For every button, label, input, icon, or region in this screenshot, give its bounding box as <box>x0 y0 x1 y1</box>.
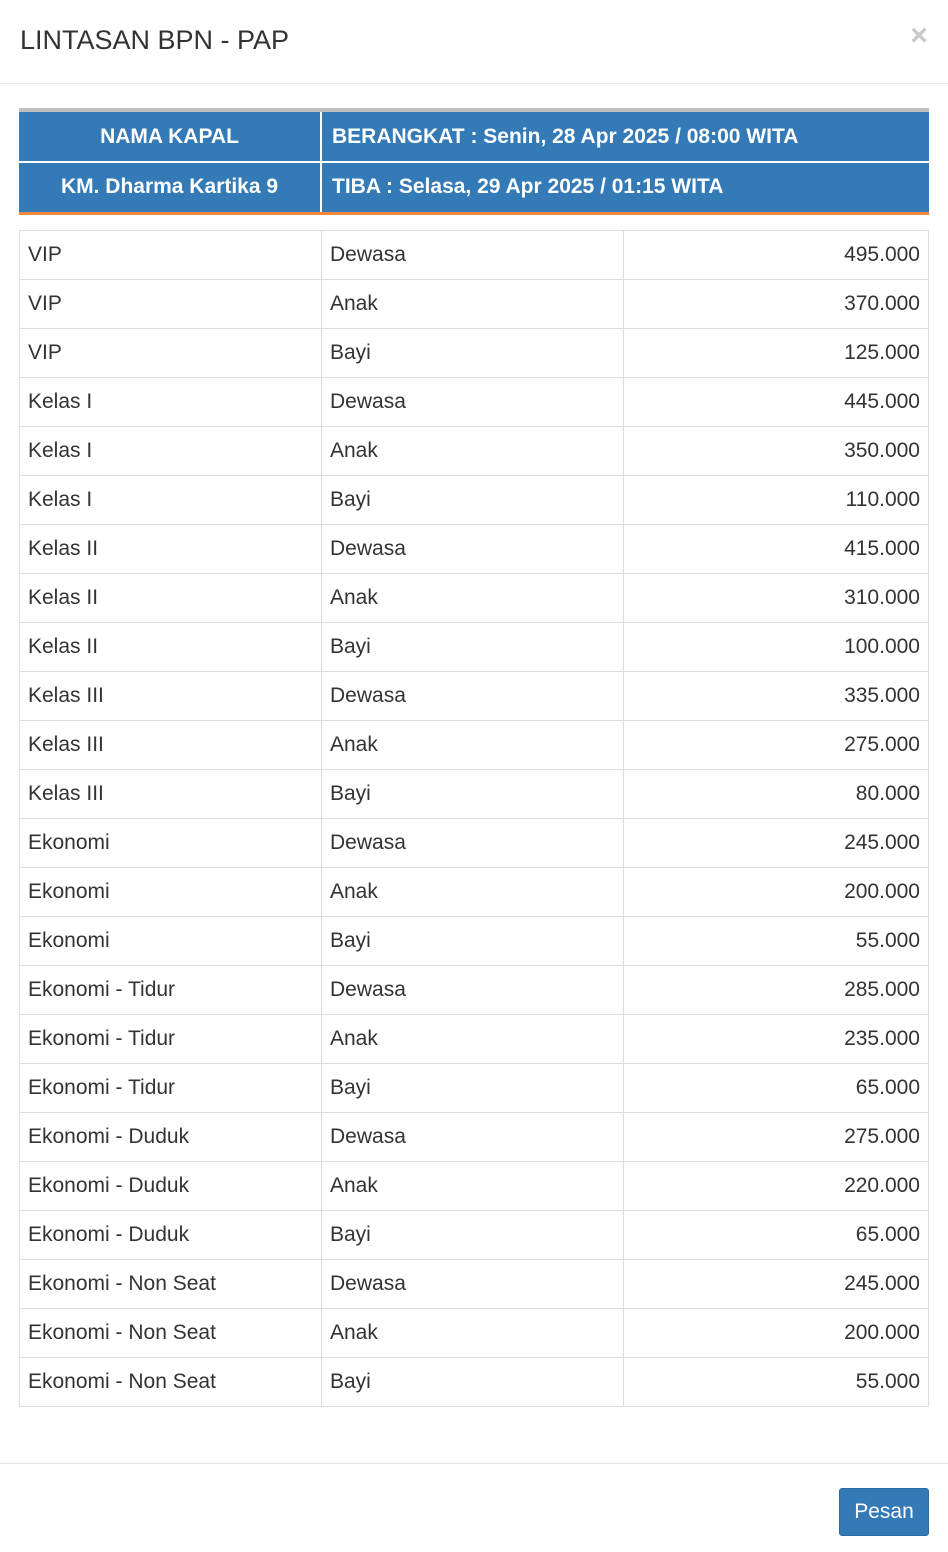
fare-category: Bayi <box>322 329 624 378</box>
fare-price: 445.000 <box>624 378 929 427</box>
schedule-info-table <box>19 108 929 215</box>
fare-class: Ekonomi - Non Seat <box>20 1358 322 1407</box>
fare-price: 245.000 <box>624 1260 929 1309</box>
fare-row <box>20 1064 929 1113</box>
fare-row <box>20 1211 929 1260</box>
fare-row <box>20 280 929 329</box>
fare-row <box>20 476 929 525</box>
fare-row <box>20 721 929 770</box>
fare-price: 100.000 <box>624 623 929 672</box>
fare-price: 235.000 <box>624 1015 929 1064</box>
fare-category: Anak <box>322 280 624 329</box>
fare-row <box>20 427 929 476</box>
fare-price: 65.000 <box>624 1211 929 1260</box>
fare-class: Ekonomi - Tidur <box>20 966 322 1015</box>
schedule-row-departure <box>19 110 929 162</box>
fare-class: Ekonomi - Tidur <box>20 1015 322 1064</box>
fare-class: Kelas I <box>20 427 322 476</box>
fare-row <box>20 917 929 966</box>
fare-category: Dewasa <box>322 378 624 427</box>
fare-price: 285.000 <box>624 966 929 1015</box>
ship-header: NAMA KAPAL <box>19 110 321 162</box>
fare-price: 350.000 <box>624 427 929 476</box>
fare-category: Dewasa <box>322 966 624 1015</box>
fare-category: Anak <box>322 1309 624 1358</box>
fare-row <box>20 1113 929 1162</box>
fare-price: 200.000 <box>624 1309 929 1358</box>
fare-price: 80.000 <box>624 770 929 819</box>
fare-category: Dewasa <box>322 819 624 868</box>
fare-row <box>20 1309 929 1358</box>
fare-category: Anak <box>322 1015 624 1064</box>
fare-row <box>20 525 929 574</box>
fare-category: Bayi <box>322 1211 624 1260</box>
fare-category: Anak <box>322 1162 624 1211</box>
fare-class: Kelas I <box>20 476 322 525</box>
fare-class: Ekonomi - Duduk <box>20 1113 322 1162</box>
fare-row <box>20 819 929 868</box>
fare-category: Bayi <box>322 1358 624 1407</box>
fare-price: 125.000 <box>624 329 929 378</box>
fare-price: 415.000 <box>624 525 929 574</box>
schedule-row-arrival <box>19 162 929 213</box>
fare-price: 275.000 <box>624 1113 929 1162</box>
arrival-info: TIBA : Selasa, 29 Apr 2025 / 01:15 WITA <box>321 162 929 213</box>
fare-price: 310.000 <box>624 574 929 623</box>
fare-row <box>20 966 929 1015</box>
fare-class: Ekonomi - Tidur <box>20 1064 322 1113</box>
fare-category: Anak <box>322 868 624 917</box>
fare-category: Bayi <box>322 770 624 819</box>
fare-row <box>20 231 929 280</box>
fare-class: VIP <box>20 231 322 280</box>
fare-row <box>20 1162 929 1211</box>
modal-header <box>0 0 948 84</box>
fare-category: Anak <box>322 721 624 770</box>
modal-title: LINTASAN BPN - PAP <box>20 25 290 55</box>
fare-class: Kelas II <box>20 574 322 623</box>
fare-class: Ekonomi <box>20 819 322 868</box>
fare-class: Ekonomi <box>20 868 322 917</box>
fare-row <box>20 1015 929 1064</box>
fare-class: Kelas III <box>20 672 322 721</box>
fare-category: Bayi <box>322 623 624 672</box>
fare-price: 55.000 <box>624 917 929 966</box>
fare-class: Ekonomi - Duduk <box>20 1211 322 1260</box>
fare-class: Ekonomi - Non Seat <box>20 1309 322 1358</box>
fare-category: Anak <box>322 427 624 476</box>
fare-price: 335.000 <box>624 672 929 721</box>
fare-class: Kelas III <box>20 721 322 770</box>
fare-class: Kelas III <box>20 770 322 819</box>
close-icon[interactable]: × <box>910 19 928 52</box>
fare-price: 110.000 <box>624 476 929 525</box>
fare-table <box>19 230 929 1407</box>
fare-row <box>20 672 929 721</box>
fare-category: Anak <box>322 574 624 623</box>
fare-price: 55.000 <box>624 1358 929 1407</box>
fare-category: Dewasa <box>322 231 624 280</box>
fare-price: 220.000 <box>624 1162 929 1211</box>
fare-class: VIP <box>20 329 322 378</box>
fare-row <box>20 623 929 672</box>
fare-row <box>20 574 929 623</box>
fare-row <box>20 1260 929 1309</box>
fare-row <box>20 770 929 819</box>
fare-row <box>20 378 929 427</box>
fare-category: Dewasa <box>322 1113 624 1162</box>
fare-class: VIP <box>20 280 322 329</box>
fare-category: Dewasa <box>322 1260 624 1309</box>
fare-class: Ekonomi - Non Seat <box>20 1260 322 1309</box>
order-button[interactable]: Pesan <box>839 1488 929 1536</box>
fare-price: 200.000 <box>624 868 929 917</box>
modal-footer-divider <box>0 1463 948 1464</box>
fare-category: Dewasa <box>322 672 624 721</box>
fare-class: Kelas II <box>20 525 322 574</box>
fare-row <box>20 868 929 917</box>
fare-price: 370.000 <box>624 280 929 329</box>
fare-category: Bayi <box>322 476 624 525</box>
ship-name: KM. Dharma Kartika 9 <box>19 162 321 213</box>
fare-class: Kelas II <box>20 623 322 672</box>
fare-row <box>20 329 929 378</box>
fare-class: Kelas I <box>20 378 322 427</box>
fare-class: Ekonomi <box>20 917 322 966</box>
fare-row <box>20 1358 929 1407</box>
departure-info: BERANGKAT : Senin, 28 Apr 2025 / 08:00 WITA <box>321 110 929 162</box>
fare-price: 495.000 <box>624 231 929 280</box>
fare-price: 245.000 <box>624 819 929 868</box>
fare-price: 65.000 <box>624 1064 929 1113</box>
fare-table-body <box>20 231 929 1407</box>
fare-category: Bayi <box>322 1064 624 1113</box>
fare-class: Ekonomi - Duduk <box>20 1162 322 1211</box>
fare-category: Bayi <box>322 917 624 966</box>
fare-price: 275.000 <box>624 721 929 770</box>
fare-category: Dewasa <box>322 525 624 574</box>
